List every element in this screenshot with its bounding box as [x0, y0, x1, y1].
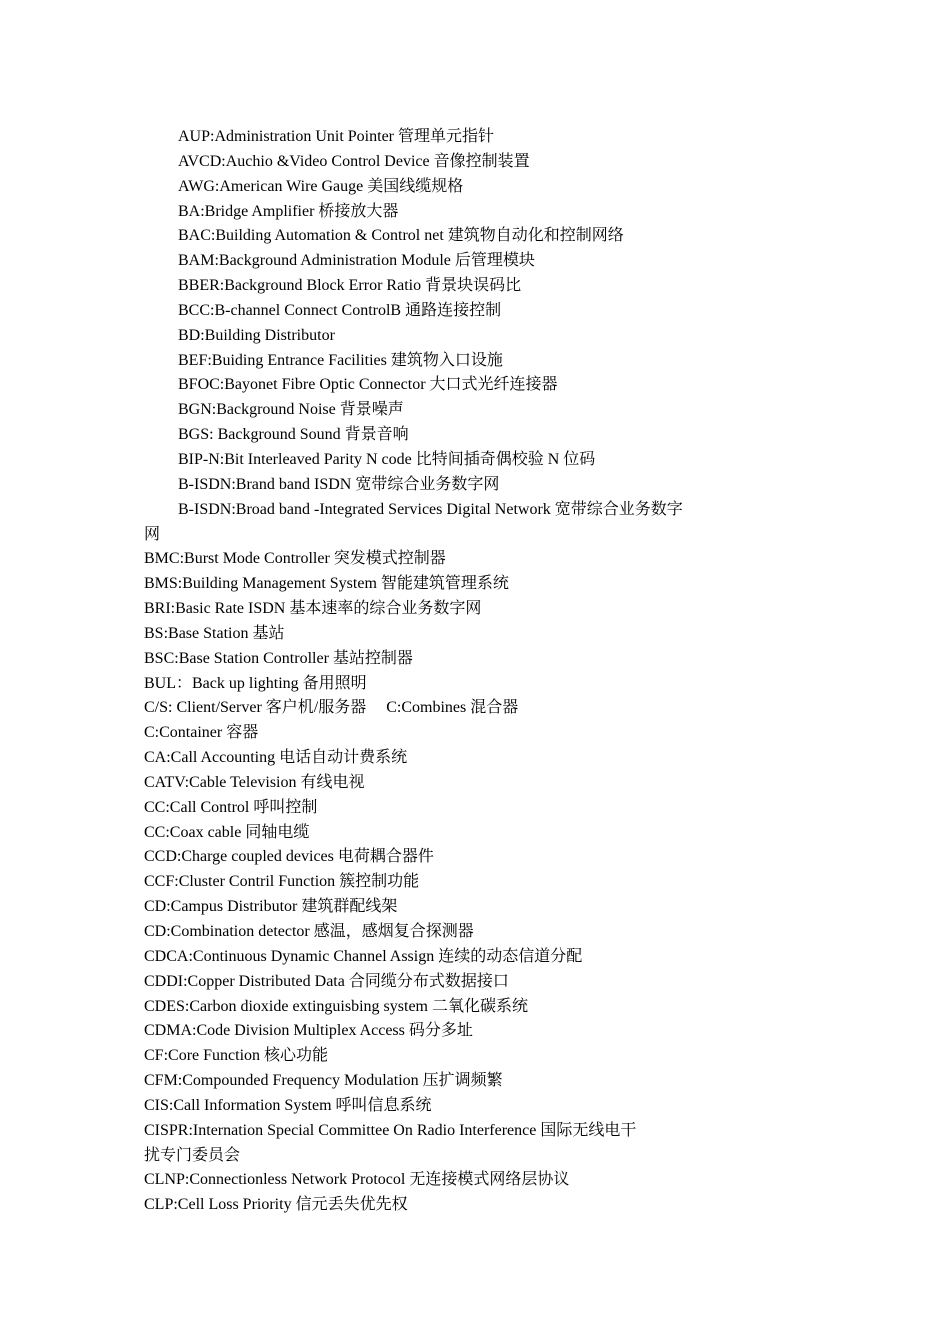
text-line: BGS: Background Sound 背景音响	[178, 426, 409, 444]
text-line: BMS:Building Management System 智能建筑管理系统	[144, 575, 509, 593]
text-line: C:Container 容器	[144, 724, 259, 742]
text-line: BA:Bridge Amplifier 桥接放大器	[178, 202, 399, 220]
text-line: CA:Call Accounting 电话自动计费系统	[144, 749, 408, 767]
text-line: BBER:Background Block Error Ratio 背景块误码比	[178, 277, 522, 295]
text-line: AUP:Administration Unit Pointer 管理单元指针	[178, 128, 495, 145]
text-line: CD:Campus Distributor 建筑群配线架	[144, 898, 398, 916]
text-line: AWG:American Wire Gauge 美国线缆规格	[178, 177, 464, 195]
text-line: B-ISDN:Brand band ISDN 宽带综合业务数字网	[178, 475, 500, 493]
text-line: 扰专门委员会	[144, 1146, 241, 1164]
text-line: CF:Core Function 核心功能	[144, 1047, 329, 1065]
text-line: CDES:Carbon dioxide extinguisbing system 二氧化碳系统	[144, 997, 528, 1015]
text-line: BRI:Basic Rate ISDN 基本速率的综合业务数字网	[144, 600, 482, 618]
text-line: BAC:Building Automation & Control net 建筑物自动化和控制网络	[178, 227, 624, 245]
text-line: CD:Combination detector 感温，感烟复合探测器	[144, 923, 474, 940]
text-line: B-ISDN:Broad band -Integrated Services Digital Network 宽带综合业务数字	[178, 500, 683, 518]
text-line: CISPR:Internation Special Committee On Radio Interference 国际无线电干	[144, 1121, 637, 1139]
glossary-text	[144, 125, 724, 1218]
text-line: AVCD:Auchio &Video Control Device 音像控制装置	[178, 152, 530, 170]
text-line: BUL：Back up lighting 备用照明	[144, 674, 367, 692]
text-line: CC:Call Control 呼叫控制	[144, 798, 318, 816]
text-line: CLNP:Connectionless Network Protocol 无连接模式网络层协议	[144, 1171, 570, 1189]
text-line: CDCA:Continuous Dynamic Channel Assign 连续的动态信道分配	[144, 947, 583, 965]
text-line: BS:Base Station 基站	[144, 624, 285, 642]
text-line: CATV:Cable Television 有线电视	[144, 773, 365, 791]
text-line: CLP:Cell Loss Priority 信元丢失优先权	[144, 1196, 408, 1214]
text-line: BFOC:Bayonet Fibre Optic Connector 大口式光纤连接器	[178, 376, 558, 394]
text-line: 网	[144, 525, 161, 543]
text-line: CIS:Call Information System 呼叫信息系统	[144, 1096, 432, 1114]
text-line: CCD:Charge coupled devices 电荷耦合器件	[144, 848, 434, 866]
text-line: BMC:Burst Mode Controller 突发模式控制器	[144, 550, 446, 568]
text-line: CDMA:Code Division Multiplex Access 码分多址	[144, 1022, 473, 1040]
text-line: BEF:Buiding Entrance Facilities 建筑物入口设施	[178, 351, 503, 369]
text-line: C/S: Client/Server 客户机/服务器 C:Combines 混合器	[144, 699, 519, 717]
text-line: CFM:Compounded Frequency Modulation 压扩调频繁	[144, 1072, 503, 1090]
text-line: CCF:Cluster Contril Function 簇控制功能	[144, 873, 420, 891]
text-line: BCC:B-channel Connect ControlB 通路连接控制	[178, 301, 502, 319]
text-line: BD:Building Distributor	[178, 326, 335, 344]
text-line: CC:Coax cable 同轴电缆	[144, 823, 310, 841]
text-line: CDDI:Copper Distributed Data 合同缆分布式数据接口	[144, 972, 509, 990]
text-line: BIP-N:Bit Interleaved Parity N code 比特间插奇偶校验 N 位码	[178, 450, 596, 468]
text-line: BSC:Base Station Controller 基站控制器	[144, 649, 413, 667]
text-line: BGN:Background Noise 背景噪声	[178, 401, 404, 419]
text-line: BAM:Background Administration Module 后管理模块	[178, 252, 535, 270]
